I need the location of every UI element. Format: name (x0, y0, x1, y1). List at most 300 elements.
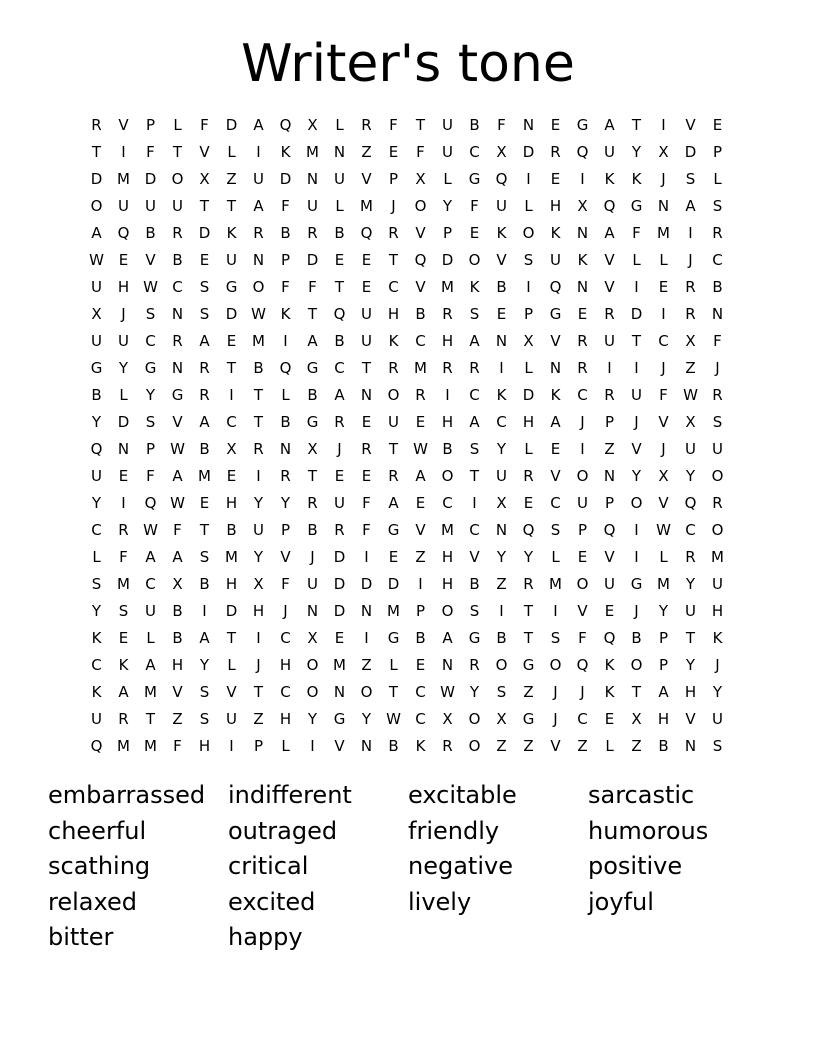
grid-letter: B (172, 251, 183, 269)
grid-letter: D (117, 413, 130, 431)
grid-letter: A (118, 683, 129, 701)
grid-letter: R (334, 521, 345, 539)
grid-letter: Y (361, 710, 372, 728)
grid-letter: B (91, 386, 102, 404)
grid-letter: D (522, 386, 535, 404)
grid-letter: O (414, 197, 427, 215)
grid-letter: R (307, 494, 318, 512)
grid-letter: G (387, 629, 400, 647)
grid-letter: E (199, 251, 210, 269)
grid-letter: B (712, 278, 723, 296)
grid-letter: B (226, 521, 237, 539)
grid-letter: U (307, 575, 318, 593)
grid-letter: Q (576, 143, 589, 161)
grid-letter: R (253, 224, 264, 242)
grid-letter: D (225, 116, 238, 134)
grid-letter: A (469, 332, 480, 350)
grid-letter: G (306, 359, 319, 377)
grid-letter: N (171, 359, 184, 377)
grid-letter: O (576, 575, 589, 593)
word-list-item: relaxed (48, 887, 137, 916)
grid-letter: Q (414, 251, 427, 269)
grid-letter: W (89, 251, 104, 269)
grid-letter: G (630, 575, 643, 593)
grid-letter: L (713, 170, 722, 188)
grid-letter: I (256, 467, 261, 485)
grid-letter: L (605, 737, 614, 755)
grid-letter: X (199, 170, 210, 188)
grid-letter: H (117, 278, 130, 296)
grid-letter: V (685, 710, 696, 728)
grid-letter: V (658, 413, 669, 431)
grid-letter: C (415, 332, 426, 350)
grid-letter: C (280, 683, 291, 701)
grid-row (83, 301, 731, 328)
grid-letter: D (360, 575, 373, 593)
grid-letter: J (661, 440, 666, 458)
grid-letter: I (121, 143, 126, 161)
grid-letter: Q (495, 170, 508, 188)
grid-letter: O (549, 656, 562, 674)
grid-letter: G (90, 359, 103, 377)
grid-letter: A (442, 629, 453, 647)
grid-letter: B (334, 224, 345, 242)
grid-letter: Q (333, 305, 346, 323)
grid-letter: R (712, 494, 723, 512)
grid-letter: F (578, 629, 587, 647)
grid-letter: G (630, 197, 643, 215)
grid-letter: N (360, 602, 373, 620)
grid-letter: A (685, 197, 696, 215)
word-list-item: excited (228, 887, 316, 916)
grid-letter: T (334, 278, 345, 296)
grid-letter: B (199, 440, 210, 458)
grid-letter: U (388, 413, 399, 431)
grid-letter: U (118, 332, 129, 350)
grid-letter: I (364, 548, 369, 566)
grid-letter: O (90, 197, 103, 215)
grid-letter: M (360, 197, 373, 215)
grid-letter: C (172, 278, 183, 296)
grid-letter: M (144, 737, 157, 755)
grid-letter: C (685, 521, 696, 539)
grid-letter: W (386, 710, 401, 728)
grid-letter: V (280, 548, 291, 566)
grid-letter: X (658, 467, 669, 485)
grid-letter: S (523, 251, 534, 269)
grid-letter: K (280, 305, 291, 323)
grid-letter: L (632, 251, 641, 269)
grid-letter: N (306, 170, 319, 188)
grid-letter: S (685, 170, 696, 188)
grid-letter: Q (684, 494, 697, 512)
grid-letter: U (307, 197, 318, 215)
grid-letter: A (334, 386, 345, 404)
grid-letter: M (549, 575, 562, 593)
grid-letter: L (659, 251, 668, 269)
grid-letter: V (226, 683, 237, 701)
grid-letter: O (468, 737, 481, 755)
grid-letter: T (631, 332, 642, 350)
grid-letter: O (441, 602, 454, 620)
grid-letter: S (712, 737, 723, 755)
grid-letter: B (442, 440, 453, 458)
grid-letter: A (172, 467, 183, 485)
grid-letter: G (225, 278, 238, 296)
grid-letter: C (469, 386, 480, 404)
grid-letter: L (659, 548, 668, 566)
grid-letter: O (387, 386, 400, 404)
grid-letter: B (415, 629, 426, 647)
grid-letter: I (634, 278, 639, 296)
grid-letter: K (604, 170, 615, 188)
grid-letter: M (117, 575, 130, 593)
grid-letter: R (253, 440, 264, 458)
grid-row (83, 571, 731, 598)
grid-letter: F (281, 197, 290, 215)
grid-letter: U (361, 305, 372, 323)
grid-row (83, 166, 731, 193)
grid-letter: L (227, 143, 236, 161)
grid-letter: Z (604, 440, 615, 458)
grid-letter: R (91, 116, 102, 134)
grid-letter: B (280, 413, 291, 431)
grid-letter: A (145, 548, 156, 566)
grid-letter: I (364, 629, 369, 647)
grid-letter: Y (496, 548, 507, 566)
grid-letter: R (442, 737, 453, 755)
grid-letter: L (281, 386, 290, 404)
grid-letter: Y (712, 683, 723, 701)
grid-letter: K (469, 278, 480, 296)
grid-letter: Q (603, 197, 616, 215)
grid-letter: K (550, 224, 561, 242)
grid-letter: B (307, 386, 318, 404)
grid-letter: C (712, 251, 723, 269)
grid-letter: V (118, 116, 129, 134)
grid-letter: E (334, 467, 345, 485)
grid-letter: Q (522, 521, 535, 539)
grid-letter: C (226, 413, 237, 431)
grid-letter: C (442, 494, 453, 512)
grid-letter: S (91, 575, 102, 593)
grid-letter: T (415, 116, 426, 134)
grid-letter: H (522, 413, 535, 431)
grid-letter: P (253, 737, 264, 755)
grid-letter: C (550, 494, 561, 512)
grid-letter: J (391, 197, 396, 215)
grid-letter: C (91, 521, 102, 539)
grid-letter: I (202, 602, 207, 620)
grid-letter: L (551, 548, 560, 566)
grid-letter: X (685, 413, 696, 431)
grid-letter: I (553, 602, 558, 620)
grid-letter: H (441, 575, 454, 593)
grid-letter: Y (307, 710, 318, 728)
grid-letter: F (713, 332, 722, 350)
grid-letter: H (684, 683, 697, 701)
grid-letter: Y (253, 548, 264, 566)
grid-letter: R (550, 143, 561, 161)
grid-letter: P (604, 494, 615, 512)
grid-letter: O (711, 521, 724, 539)
grid-letter: A (172, 548, 183, 566)
grid-letter: E (658, 278, 669, 296)
grid-letter: X (415, 170, 426, 188)
grid-letter: H (225, 575, 238, 593)
grid-letter: I (229, 386, 234, 404)
grid-letter: N (657, 197, 670, 215)
grid-letter: U (118, 197, 129, 215)
grid-letter: F (659, 386, 668, 404)
grid-row (83, 706, 731, 733)
grid-letter: S (469, 440, 480, 458)
grid-letter: V (415, 521, 426, 539)
grid-letter: C (415, 710, 426, 728)
grid-letter: N (684, 737, 697, 755)
grid-letter: W (170, 494, 185, 512)
word-list (48, 778, 768, 956)
grid-letter: M (333, 656, 346, 674)
grid-letter: Z (361, 656, 372, 674)
grid-letter: G (549, 305, 562, 323)
grid-letter: C (334, 359, 345, 377)
word-list-item: bitter (48, 923, 114, 951)
grid-letter: E (415, 494, 426, 512)
grid-letter: I (499, 602, 504, 620)
grid-letter: V (631, 440, 642, 458)
grid-letter: U (712, 575, 723, 593)
grid-letter: G (522, 656, 535, 674)
grid-letter: Q (603, 629, 616, 647)
grid-letter: G (306, 413, 319, 431)
grid-letter: H (198, 737, 211, 755)
grid-letter: Y (118, 359, 129, 377)
grid-letter: E (361, 413, 372, 431)
grid-letter: O (630, 656, 643, 674)
grid-letter: J (661, 170, 666, 188)
grid-letter: J (715, 656, 720, 674)
grid-letter: O (306, 683, 319, 701)
grid-letter: Y (280, 494, 291, 512)
grid-letter: S (712, 197, 723, 215)
grid-letter: R (118, 521, 129, 539)
grid-letter: T (388, 440, 399, 458)
grid-letter: H (711, 602, 724, 620)
grid-letter: N (279, 440, 292, 458)
grid-letter: P (658, 629, 669, 647)
grid-letter: R (604, 305, 615, 323)
grid-letter: I (445, 386, 450, 404)
word-list-item: sarcastic (588, 781, 695, 809)
grid-letter: J (256, 656, 261, 674)
grid-letter: W (440, 683, 455, 701)
grid-letter: D (630, 305, 643, 323)
grid-letter: S (496, 683, 507, 701)
grid-letter: Y (523, 548, 534, 566)
grid-letter: B (496, 629, 507, 647)
grid-letter: W (413, 440, 428, 458)
grid-letter: F (497, 116, 506, 134)
grid-letter: T (226, 197, 237, 215)
grid-letter: I (526, 170, 531, 188)
grid-letter: V (496, 251, 507, 269)
grid-letter: R (712, 386, 723, 404)
grid-letter: R (118, 710, 129, 728)
grid-letter: L (227, 656, 236, 674)
grid-letter: X (226, 440, 237, 458)
grid-letter: K (91, 683, 102, 701)
grid-letter: W (656, 521, 671, 539)
grid-letter: E (199, 494, 210, 512)
grid-letter: S (145, 413, 156, 431)
grid-letter: A (415, 467, 426, 485)
grid-letter: O (441, 467, 454, 485)
grid-letter: W (170, 440, 185, 458)
grid-row (83, 598, 731, 625)
grid-letter: P (658, 656, 669, 674)
grid-letter: B (280, 224, 291, 242)
grid-letter: N (495, 332, 508, 350)
grid-letter: E (226, 467, 237, 485)
grid-letter: Q (90, 737, 103, 755)
grid-letter: R (442, 305, 453, 323)
word-list-item: outraged (228, 816, 338, 845)
grid-letter: Y (658, 602, 669, 620)
grid-letter: R (523, 467, 534, 485)
grid-letter: H (657, 710, 670, 728)
grid-letter: U (685, 440, 696, 458)
grid-letter: Y (199, 656, 210, 674)
grid-letter: L (524, 440, 533, 458)
grid-letter: U (496, 467, 507, 485)
grid-letter: R (307, 224, 318, 242)
grid-letter: M (657, 224, 670, 242)
grid-letter: R (712, 224, 723, 242)
grid-letter: U (145, 197, 156, 215)
grid-letter: Q (279, 116, 292, 134)
grid-letter: I (229, 737, 234, 755)
grid-letter: D (144, 170, 157, 188)
grid-letter: F (281, 575, 290, 593)
grid-letter: W (143, 521, 158, 539)
grid-letter: P (280, 251, 291, 269)
grid-row (83, 679, 731, 706)
word-list-item: cheerful (48, 816, 147, 845)
grid-letter: T (685, 629, 696, 647)
grid-letter: U (361, 332, 372, 350)
grid-letter: J (337, 440, 342, 458)
grid-letter: T (226, 359, 237, 377)
grid-letter: A (145, 656, 156, 674)
grid-letter: F (362, 521, 371, 539)
grid-letter: C (496, 413, 507, 431)
grid-letter: G (522, 710, 535, 728)
grid-letter: X (496, 710, 507, 728)
grid-letter: I (310, 737, 315, 755)
grid-letter: S (199, 305, 210, 323)
grid-letter: J (715, 359, 720, 377)
grid-letter: A (199, 413, 210, 431)
grid-row (83, 517, 731, 544)
grid-letter: W (251, 305, 266, 323)
grid-letter: Z (415, 548, 426, 566)
grid-letter: J (634, 602, 639, 620)
grid-letter: U (550, 251, 561, 269)
grid-letter: U (442, 143, 453, 161)
grid-letter: X (658, 143, 669, 161)
grid-letter: S (469, 602, 480, 620)
grid-letter: V (550, 467, 561, 485)
grid-letter: P (712, 143, 723, 161)
grid-letter: F (416, 143, 425, 161)
grid-letter: Z (523, 683, 534, 701)
grid-letter: K (712, 629, 723, 647)
grid-letter: C (145, 575, 156, 593)
grid-letter: A (658, 683, 669, 701)
grid-letter: U (712, 440, 723, 458)
grid-letter: N (252, 251, 265, 269)
grid-letter: A (199, 332, 210, 350)
grid-letter: T (388, 251, 399, 269)
grid-letter: C (91, 656, 102, 674)
page-title: Writer's tone (241, 34, 575, 94)
grid-letter: J (283, 602, 288, 620)
grid-row (83, 436, 731, 463)
grid-letter: O (360, 683, 373, 701)
grid-letter: Z (496, 737, 507, 755)
grid-letter: A (199, 629, 210, 647)
grid-letter: G (144, 359, 157, 377)
grid-letter: G (333, 710, 346, 728)
grid-letter: I (472, 494, 477, 512)
grid-letter: R (469, 656, 480, 674)
grid-letter: R (685, 305, 696, 323)
grid-letter: M (387, 602, 400, 620)
grid-row (83, 112, 731, 139)
grid-letter: X (307, 440, 318, 458)
grid-letter: B (172, 629, 183, 647)
grid-letter: I (256, 143, 261, 161)
grid-row (83, 409, 731, 436)
grid-letter: E (361, 251, 372, 269)
grid-letter: N (117, 440, 130, 458)
grid-letter: X (307, 629, 318, 647)
grid-letter: N (171, 305, 184, 323)
grid-letter: Z (577, 737, 588, 755)
grid-letter: T (361, 359, 372, 377)
grid-letter: V (172, 413, 183, 431)
grid-letter: M (252, 332, 265, 350)
grid-row (83, 220, 731, 247)
grid-row (83, 463, 731, 490)
word-list-item: excitable (408, 781, 517, 809)
grid-letter: M (117, 737, 130, 755)
grid-letter: Y (685, 575, 696, 593)
grid-letter: H (387, 305, 400, 323)
grid-letter: L (92, 548, 101, 566)
word-list-item: positive (588, 852, 683, 880)
grid-letter: B (388, 737, 399, 755)
grid-letter: J (121, 305, 126, 323)
word-list-item: critical (228, 852, 309, 880)
grid-letter: V (334, 737, 345, 755)
grid-letter: R (442, 359, 453, 377)
grid-letter: R (361, 440, 372, 458)
grid-letter: V (604, 251, 615, 269)
grid-letter: D (306, 251, 319, 269)
grid-letter: R (388, 359, 399, 377)
